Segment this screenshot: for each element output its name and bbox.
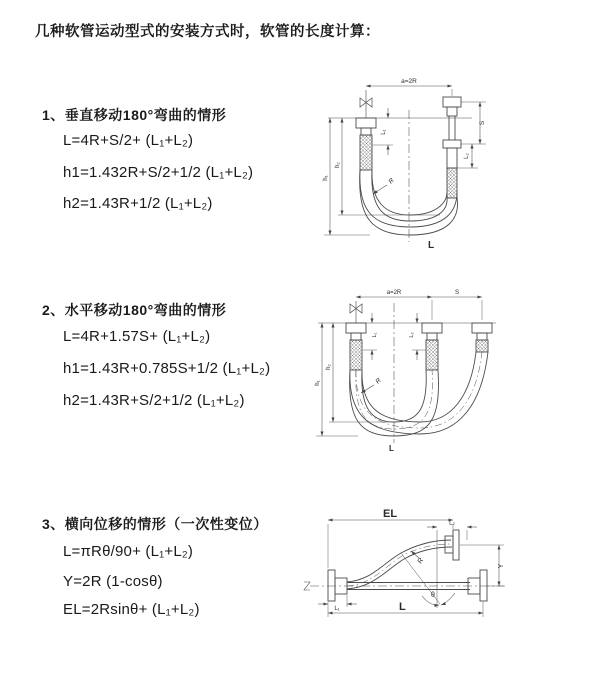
dim-label-h1: h₁ (323, 175, 329, 181)
right-fitting (472, 323, 492, 352)
diagram-lateral-displacement (300, 500, 600, 660)
section-2-formula-h1: h1=1.43R+0.785S+1/2 (L₁+L₂) (63, 360, 271, 377)
length-label: L (399, 601, 406, 613)
dim-label-l2: L₂ (449, 520, 455, 527)
dim-label-h2: h₂ (326, 364, 332, 370)
dim-label-h1: h₁ (315, 380, 321, 386)
dim-label-y: Y (498, 563, 505, 569)
radius-leader (373, 185, 387, 194)
hose-u-bend-position-2 (350, 352, 488, 434)
braided-hose-section (350, 340, 362, 370)
braided-hose-section (426, 340, 438, 370)
braided-hose-section (360, 135, 372, 170)
section-1-formula-h2: h2=1.43R+1/2 (L₁+L₂) (63, 195, 213, 212)
dim-label-l1: L₁ (381, 129, 387, 135)
valve-icon (360, 90, 372, 118)
left-fitting (346, 323, 366, 370)
left-flange-fitting (328, 570, 347, 601)
dim-label-h2: h₂ (335, 162, 341, 168)
centerline-break-mark (304, 582, 310, 590)
length-label: L (389, 444, 394, 453)
dim-label-a2r: a=2R (401, 78, 417, 85)
dim-label-l2: L₂ (464, 153, 470, 159)
section-3-formula-el: EL=2Rsinθ+ (L₁+L₂) (63, 601, 200, 618)
right-fitting (443, 97, 461, 198)
dim-label-l1: L₁ (334, 606, 340, 612)
length-label: L (428, 240, 435, 251)
section-3-heading: 3、横向位移的情形（一次性变位） (42, 516, 268, 532)
braided-hose-section (447, 168, 457, 198)
section-1-formula-l: L=4R+S/2+ (L₁+L₂) (63, 132, 194, 149)
section-1-heading: 1、垂直移动180°弯曲的情形 (42, 107, 227, 123)
section-2-formula-h2: h2=1.43R+S/2+1/2 (L₁+L₂) (63, 392, 245, 409)
upper-flange-fitting (445, 530, 459, 560)
angle-label: θ (431, 592, 435, 599)
diagram-horizontal-180-bend (300, 275, 590, 460)
dim-label-a2r: a=2R (386, 290, 402, 296)
section-3-formula-l: L=πRθ/90+ (L₁+L₂) (63, 543, 194, 560)
section-2-heading: 2、水平移动180°弯曲的情形 (42, 302, 227, 318)
dim-label-l1: L₁ (372, 332, 378, 338)
left-fitting (356, 118, 376, 170)
right-flange-fitting (468, 570, 487, 601)
dim-label-l2: L₂ (409, 332, 415, 338)
radius-label: R (387, 177, 396, 186)
section-1-formula-h1: h1=1.432R+S/2+1/2 (L₁+L₂) (63, 164, 254, 181)
valve-icon (350, 301, 362, 323)
braided-hose-section (476, 340, 488, 352)
section-3-formula-y: Y=2R (1-cosθ) (63, 573, 163, 590)
section-2-formula-l: L=4R+1.57S+ (L₁+L₂) (63, 328, 211, 345)
diagram-vertical-180-bend (300, 70, 590, 260)
hose-u-bend (360, 170, 458, 235)
middle-fitting (422, 323, 442, 370)
dim-label-s: S (479, 120, 486, 126)
dim-label-el: EL (383, 508, 398, 520)
radius-label: R (374, 377, 383, 386)
dim-label-s: S (454, 290, 460, 296)
page-title: 几种软管运动型式的安装方式时，软管的长度计算： (35, 24, 380, 40)
radius-label: R (416, 557, 426, 565)
curved-hose (347, 540, 452, 589)
